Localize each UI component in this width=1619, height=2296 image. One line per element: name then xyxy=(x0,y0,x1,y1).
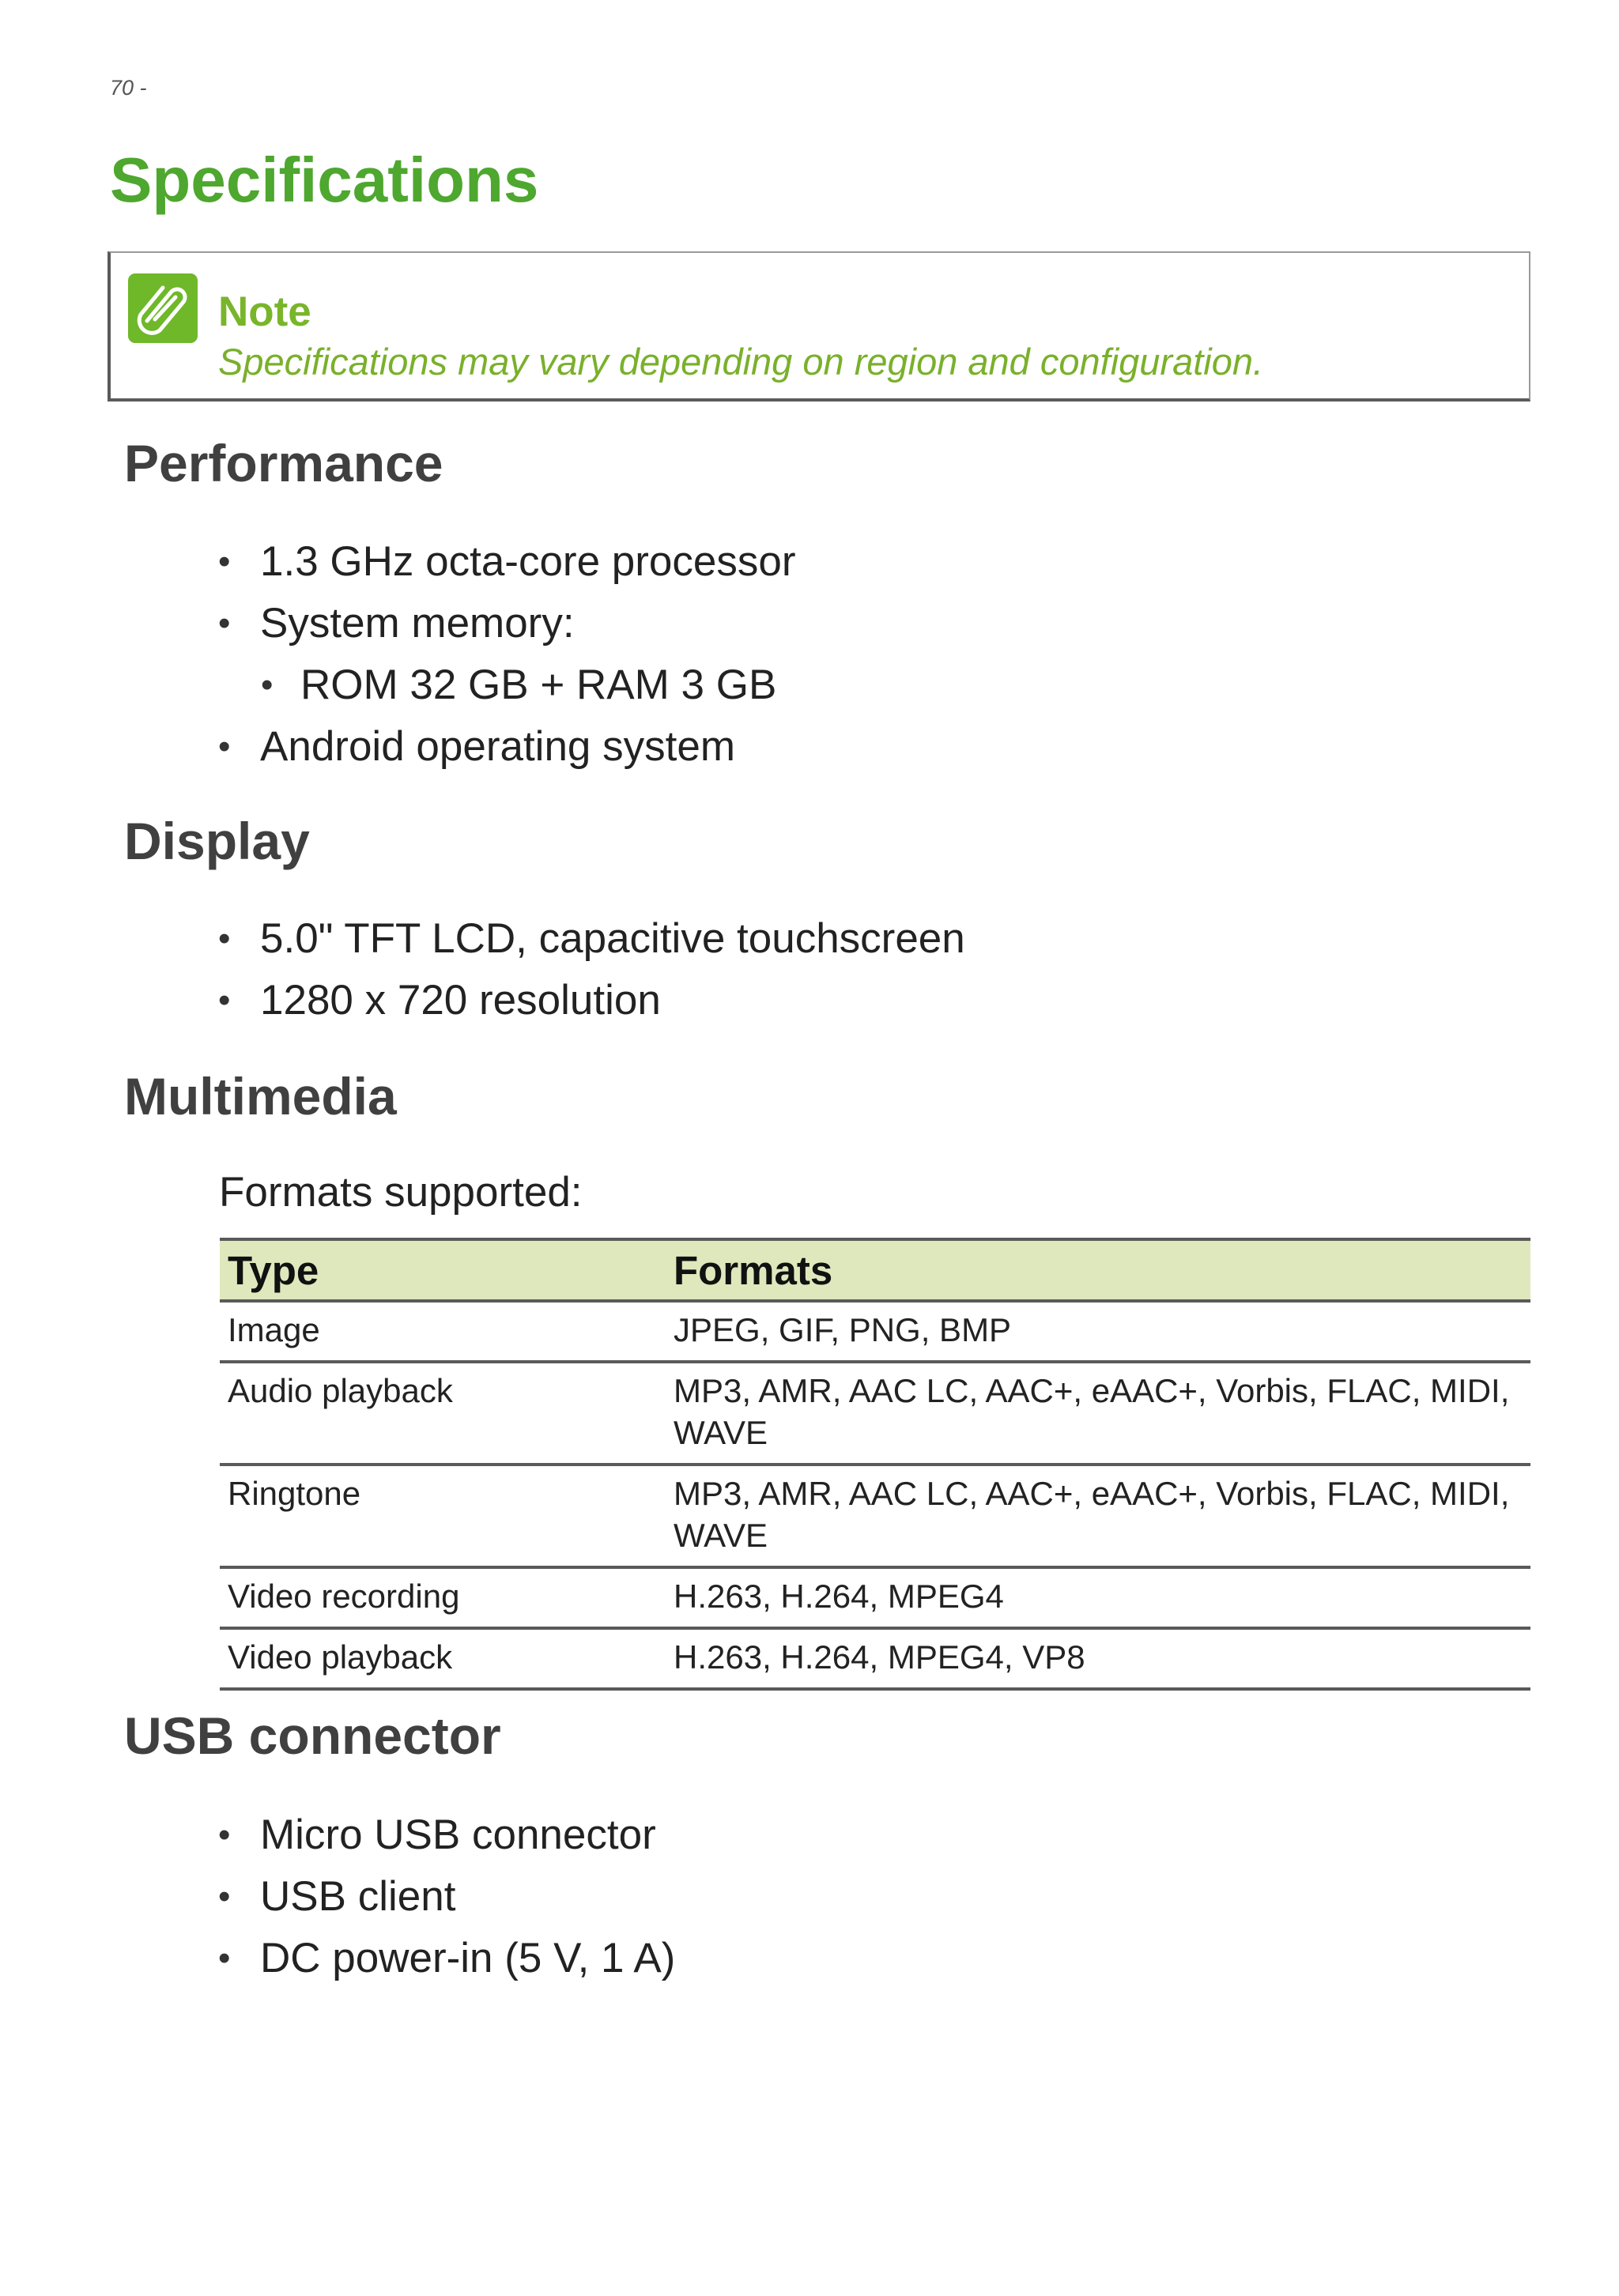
table-row xyxy=(220,1301,1530,1362)
bullet-icon: • xyxy=(218,1877,231,1916)
formats-table xyxy=(220,1238,1530,1691)
bullet-icon: • xyxy=(261,665,274,704)
formats-intro: Formats supported: xyxy=(219,1169,583,1216)
type-cell: Video recording xyxy=(220,1567,666,1628)
bullet-icon: • xyxy=(218,604,231,643)
note-title: Note xyxy=(218,288,311,335)
bullet-icon: • xyxy=(218,1815,231,1854)
type-cell: Ringtone xyxy=(220,1465,666,1567)
paperclip-icon xyxy=(128,273,198,343)
bullet-icon: • xyxy=(218,727,231,766)
performance-heading: Performance xyxy=(124,434,443,492)
multimedia-heading: Multimedia xyxy=(124,1067,397,1125)
table-row xyxy=(220,1465,1530,1567)
type-cell: Audio playback xyxy=(220,1362,666,1465)
page-number: 70 - xyxy=(110,76,147,100)
column-header-formats: Formats xyxy=(666,1239,1530,1301)
usb-heading: USB connector xyxy=(124,1706,501,1765)
table-row xyxy=(220,1362,1530,1465)
bullet-icon: • xyxy=(218,1939,231,1977)
manual-page: 70 - Specifications Note Specifications may vary depending on region and configuration. Performance • 1.3 GHz octa-core processor • System memory: • ROM 32 GB + RAM 3 GB • Android operating system Display • 5.0" TFT LCD, capacitive touchscreen • 1280 x 720 resolution Multimedia Formats supported: Type Formats Image JPEG, GIF, PNG, BMP Audio playback MP3, AMR, AAC LC, AAC+, eAAC+, Vorbis, FLAC, MIDI, WAVE Ringtone MP3, AMR, AAC LC, AAC+, eAAC+, Vorbis, FLAC, MIDI, WAVE Video recording H.263, H.264, MPEG4 Video playback H.263, H.264, MPEG4, VP8 USB connector • Micro USB connector • USB client • DC power-in (5 V, 1 A) xyxy=(0,0,1619,2296)
type-cell: Video playback xyxy=(220,1628,666,1689)
table-header-row xyxy=(220,1239,1530,1301)
formats-cell: H.263, H.264, MPEG4 xyxy=(666,1567,1530,1628)
note-text: Specifications may vary depending on region and configuration. xyxy=(218,341,1264,383)
bullet-icon: • xyxy=(218,919,231,958)
formats-cell: H.263, H.264, MPEG4, VP8 xyxy=(666,1628,1530,1689)
column-header-type: Type xyxy=(220,1239,666,1301)
formats-cell: MP3, AMR, AAC LC, AAC+, eAAC+, Vorbis, FLAC, MIDI, WAVE xyxy=(666,1362,1530,1465)
table-row xyxy=(220,1567,1530,1628)
note-box xyxy=(108,251,1530,402)
display-heading: Display xyxy=(124,812,310,870)
bullet-icon: • xyxy=(218,981,231,1020)
type-cell: Image xyxy=(220,1301,666,1362)
formats-cell: MP3, AMR, AAC LC, AAC+, eAAC+, Vorbis, FLAC, MIDI, WAVE xyxy=(666,1465,1530,1567)
table-row xyxy=(220,1628,1530,1689)
bullet-icon: • xyxy=(218,542,231,581)
formats-cell: JPEG, GIF, PNG, BMP xyxy=(666,1301,1530,1362)
page-title: Specifications xyxy=(110,145,539,215)
